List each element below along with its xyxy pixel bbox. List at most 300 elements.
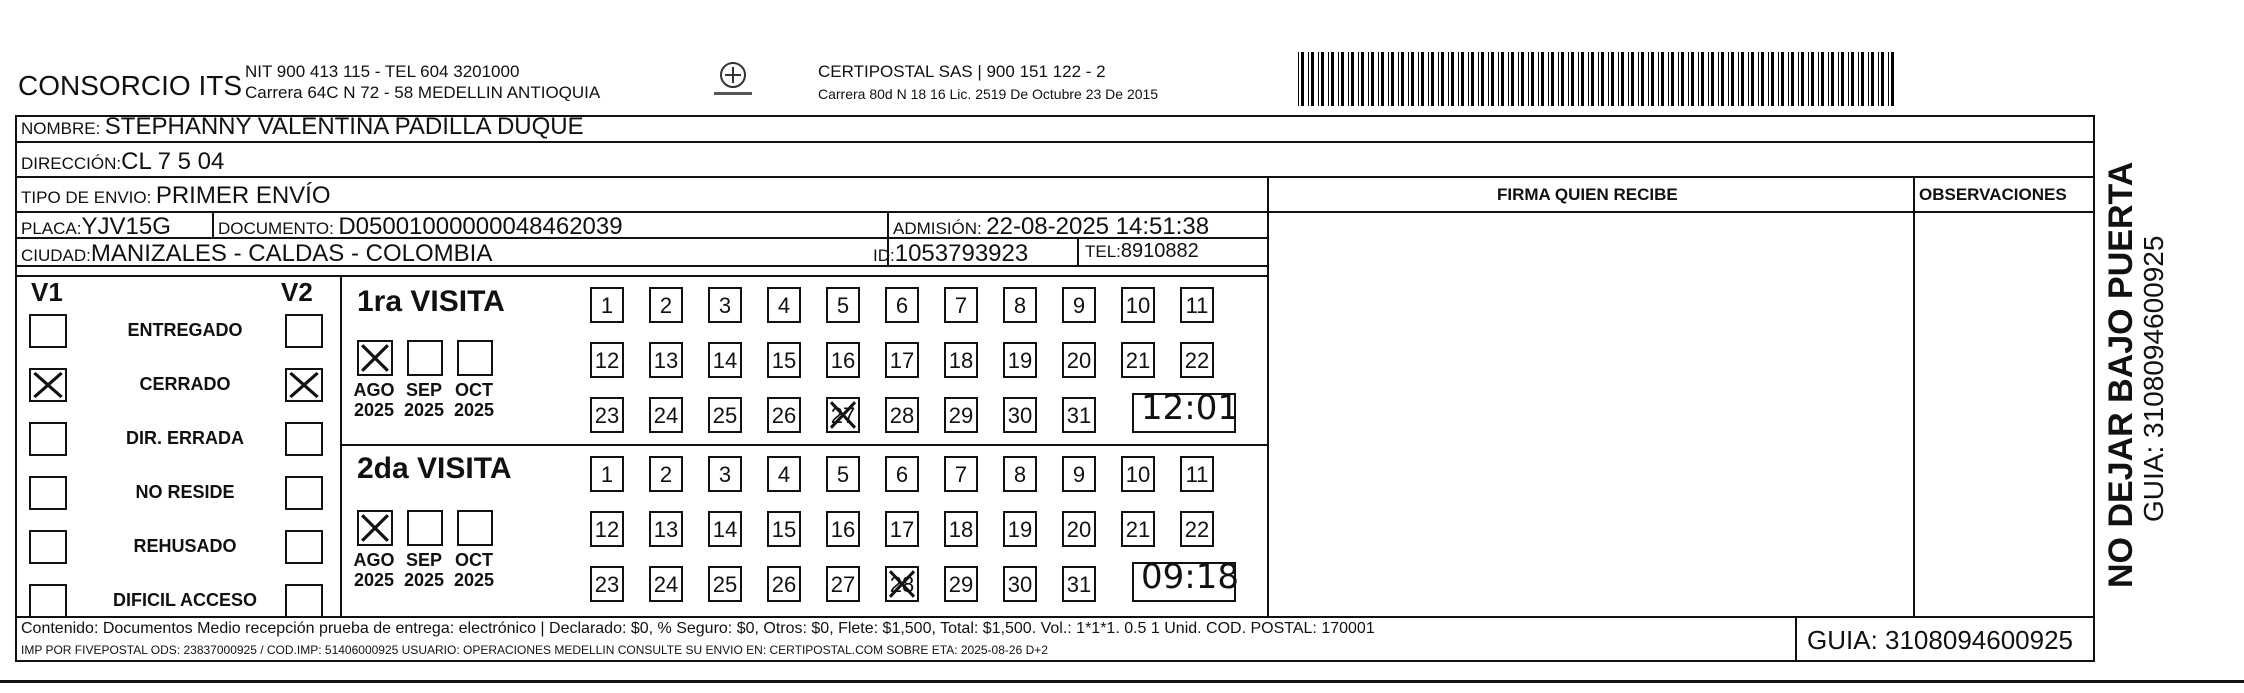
- barcode-bar: [1738, 52, 1739, 106]
- first-visit-day[interactable]: [885, 287, 919, 323]
- nombre-label: NOMBRE:: [21, 119, 101, 138]
- day-number: 3: [718, 293, 732, 318]
- company-address: Carrera 64C N 72 - 58 MEDELLIN ANTIOQUIA: [245, 83, 601, 102]
- day-number: 17: [889, 517, 915, 542]
- barcode-bar: [1371, 52, 1374, 106]
- day-number: 4: [777, 293, 791, 318]
- first-visit-month-label: [449, 380, 499, 420]
- barcode-bar: [1591, 52, 1594, 106]
- month-name: SEP: [405, 550, 443, 570]
- second-visit-day[interactable]: [885, 566, 919, 602]
- first-visit-day[interactable]: [1062, 397, 1096, 433]
- day-number: 27: [830, 572, 856, 597]
- v1-checkbox[interactable]: [29, 368, 67, 402]
- first-visit-day[interactable]: [649, 287, 683, 323]
- first-visit-day[interactable]: [885, 342, 919, 378]
- barcode-bar: [1308, 52, 1309, 106]
- day-number: 6: [895, 293, 909, 318]
- barcode-bar: [1601, 52, 1604, 106]
- barcode-bar: [1391, 52, 1394, 106]
- second-visit-day[interactable]: [1180, 511, 1214, 547]
- barcode: [1298, 52, 1896, 106]
- barcode-bar: [1398, 52, 1399, 106]
- barcode-bar: [1298, 52, 1299, 106]
- barcode-bar: [1468, 52, 1469, 106]
- barcode-bar: [1688, 52, 1689, 106]
- first-time: 12:01: [1141, 388, 1239, 428]
- month-year: 2025: [353, 400, 395, 420]
- barcode-bar: [1791, 52, 1794, 106]
- second-visit-day[interactable]: [1121, 456, 1155, 492]
- first-visit-day[interactable]: [1003, 397, 1037, 433]
- v2-checkbox[interactable]: [285, 530, 323, 564]
- first-visit-month-checkbox[interactable]: [407, 340, 443, 376]
- barcode-bar: [1428, 52, 1429, 106]
- barcode-bar: [1408, 52, 1409, 106]
- first-visit-day[interactable]: [590, 287, 624, 323]
- status-option-label: ENTREGADO: [127, 320, 243, 340]
- v1-checkbox[interactable]: [29, 422, 67, 456]
- day-number: 24: [653, 403, 679, 428]
- barcode-bar: [1321, 52, 1324, 106]
- second-visit-day[interactable]: [649, 566, 683, 602]
- barcode-bar: [1888, 52, 1889, 106]
- day-number: 13: [653, 517, 679, 542]
- day-number: 15: [771, 517, 797, 542]
- barcode-bar: [1881, 52, 1884, 106]
- day-number: 5: [836, 462, 850, 487]
- second-visit-day[interactable]: [885, 511, 919, 547]
- barcode-bar: [1778, 52, 1779, 106]
- day-number: 17: [889, 348, 915, 373]
- first-visit-day[interactable]: [944, 397, 978, 433]
- v1-checkbox[interactable]: [29, 530, 67, 564]
- month-year: 2025: [453, 400, 495, 420]
- second-visit-month-label: [399, 550, 449, 590]
- barcode-bar: [1331, 52, 1334, 106]
- day-number: 21: [1125, 348, 1151, 373]
- barcode-bar: [1568, 52, 1569, 106]
- second-visit-day[interactable]: [1003, 566, 1037, 602]
- barcode-bar: [1891, 52, 1894, 106]
- barcode-bar: [1821, 52, 1824, 106]
- day-number: 11: [1185, 293, 1209, 318]
- barcode-bar: [1878, 52, 1879, 106]
- day-number: 6: [895, 462, 909, 487]
- first-visit-day[interactable]: [885, 397, 919, 433]
- barcode-bar: [1608, 52, 1609, 106]
- day-number: 30: [1007, 572, 1033, 597]
- barcode-bar: [1651, 52, 1654, 106]
- status-option-label: CERRADO: [139, 374, 231, 394]
- barcode-bar: [1581, 52, 1584, 106]
- barcode-bar: [1828, 52, 1829, 106]
- day-number: 12: [594, 517, 620, 542]
- first-visit-day[interactable]: [708, 287, 742, 323]
- status-option-label: DIFICIL ACCESO: [112, 590, 257, 610]
- v2-checkbox[interactable]: [285, 476, 323, 510]
- second-visit-day[interactable]: [826, 456, 860, 492]
- second-visit-title: 2da VISITA: [357, 452, 512, 485]
- barcode-bar: [1578, 52, 1579, 106]
- day-number: 5: [836, 293, 850, 318]
- second-visit-day[interactable]: [649, 511, 683, 547]
- barcode-bar: [1511, 52, 1514, 106]
- first-visit-day[interactable]: [1003, 342, 1037, 378]
- barcode-bar: [1858, 52, 1859, 106]
- first-visit-day[interactable]: [1121, 287, 1155, 323]
- day-number: 16: [830, 348, 856, 373]
- courier-name: CERTIPOSTAL SAS | 900 151 122 - 2: [818, 62, 1106, 81]
- day-number: 25: [712, 403, 738, 428]
- day-number: 9: [1072, 462, 1086, 487]
- side-warning: NO DEJAR BAJO PUERTA: [2102, 161, 2140, 588]
- second-visit-day[interactable]: [1003, 456, 1037, 492]
- barcode-bar: [1318, 52, 1319, 106]
- day-number: 7: [954, 293, 968, 318]
- status-option-label: DIR. ERRADA: [125, 428, 244, 448]
- barcode-bar: [1698, 52, 1699, 106]
- barcode-bar: [1841, 52, 1844, 106]
- barcode-bar: [1471, 52, 1474, 106]
- direccion-label: DIRECCIÓN:: [21, 154, 122, 173]
- day-number: 14: [712, 517, 738, 542]
- barcode-bar: [1808, 52, 1809, 106]
- first-visit-day[interactable]: [708, 342, 742, 378]
- month-year: 2025: [353, 570, 395, 590]
- day-number: 2: [659, 293, 673, 318]
- barcode-bar: [1451, 52, 1454, 106]
- barcode-bar: [1871, 52, 1874, 106]
- ciudad-value: MANIZALES - CALDAS - COLOMBIA: [90, 240, 493, 267]
- day-number: 29: [948, 403, 974, 428]
- barcode-bar: [1348, 52, 1349, 106]
- second-visit-month-checkbox[interactable]: [407, 510, 443, 546]
- second-visit-day[interactable]: [1062, 566, 1096, 602]
- barcode-bar: [1368, 52, 1369, 106]
- barcode-bar: [1461, 52, 1464, 106]
- barcode-bar: [1848, 52, 1849, 106]
- tel-label: TEL:: [1085, 242, 1121, 261]
- day-number: 1: [600, 462, 614, 487]
- second-visit-day[interactable]: [1180, 456, 1214, 492]
- barcode-bar: [1508, 52, 1509, 106]
- barcode-bar: [1381, 52, 1384, 106]
- month-name: OCT: [455, 380, 493, 400]
- second-visit-day[interactable]: [708, 456, 742, 492]
- day-number: 16: [830, 517, 856, 542]
- barcode-bar: [1708, 52, 1709, 106]
- first-visit-month-checkbox[interactable]: [357, 340, 393, 376]
- barcode-bar: [1818, 52, 1819, 106]
- barcode-bar: [1771, 52, 1774, 106]
- barcode-bar: [1631, 52, 1634, 106]
- tipo-envio-value: PRIMER ENVÍO: [155, 182, 331, 209]
- day-number: 2: [659, 462, 673, 487]
- barcode-bar: [1311, 52, 1314, 106]
- first-visit-month-label: [399, 380, 449, 420]
- month-name: AGO: [353, 380, 395, 400]
- v2-checkbox[interactable]: [285, 368, 323, 402]
- barcode-bar: [1768, 52, 1769, 106]
- day-number: 27: [830, 403, 856, 428]
- day-number: 1: [600, 293, 614, 318]
- day-number: 29: [948, 572, 974, 597]
- first-visit-day[interactable]: [1003, 287, 1037, 323]
- day-number: 20: [1066, 517, 1092, 542]
- second-visit-day[interactable]: [767, 456, 801, 492]
- company-name: CONSORCIO ITS: [18, 70, 243, 101]
- nombre-value: STEPHANNY VALENTINA PADILLA DUQUE: [104, 113, 584, 140]
- day-number: 12: [594, 348, 620, 373]
- day-number: 18: [948, 348, 974, 373]
- barcode-bar: [1341, 52, 1344, 106]
- second-visit-day[interactable]: [944, 456, 978, 492]
- day-number: 10: [1125, 462, 1151, 487]
- v2-checkbox[interactable]: [285, 422, 323, 456]
- barcode-bar: [1561, 52, 1564, 106]
- month-name: AGO: [353, 550, 395, 570]
- barcode-bar: [1588, 52, 1589, 106]
- barcode-bar: [1618, 52, 1619, 106]
- first-visit-day[interactable]: [1062, 342, 1096, 378]
- day-number: 24: [653, 572, 679, 597]
- v1-checkbox[interactable]: [29, 584, 67, 618]
- barcode-bar: [1691, 52, 1694, 106]
- barcode-bar: [1548, 52, 1549, 106]
- barcode-bar: [1538, 52, 1539, 106]
- direccion-value: CL 7 5 04: [121, 148, 225, 175]
- barcode-bar: [1621, 52, 1624, 106]
- day-number: 7: [954, 462, 968, 487]
- barcode-bar: [1571, 52, 1574, 106]
- barcode-bar: [1711, 52, 1714, 106]
- v2-checkbox[interactable]: [285, 584, 323, 618]
- barcode-bar: [1641, 52, 1644, 106]
- month-name: SEP: [405, 380, 443, 400]
- first-visit-day[interactable]: [944, 342, 978, 378]
- first-visit-day[interactable]: [1121, 342, 1155, 378]
- barcode-bar: [1531, 52, 1534, 106]
- observaciones-label: OBSERVACIONES: [1919, 185, 2067, 204]
- first-visit-day[interactable]: [944, 287, 978, 323]
- admision-label: ADMISIÓN:: [893, 219, 982, 238]
- barcode-bar: [1788, 52, 1789, 106]
- barcode-bar: [1758, 52, 1759, 106]
- v1-checkbox[interactable]: [29, 476, 67, 510]
- day-number: 21: [1125, 517, 1151, 542]
- second-visit-day[interactable]: [767, 511, 801, 547]
- day-number: 28: [889, 572, 915, 597]
- barcode-bar: [1611, 52, 1614, 106]
- barcode-bar: [1438, 52, 1439, 106]
- day-number: 15: [771, 348, 797, 373]
- day-number: 23: [594, 403, 620, 428]
- courier-address: Carrera 80d N 18 16 Lic. 2519 De Octubre 23 De 2015: [818, 86, 1159, 102]
- second-visit-day[interactable]: [944, 511, 978, 547]
- barcode-bar: [1801, 52, 1804, 106]
- day-number: 8: [1013, 293, 1027, 318]
- first-visit-month-checkbox[interactable]: [457, 340, 493, 376]
- second-visit-day[interactable]: [1121, 511, 1155, 547]
- day-number: 30: [1007, 403, 1033, 428]
- barcode-bar: [1811, 52, 1814, 106]
- barcode-bar: [1598, 52, 1599, 106]
- second-visit-day[interactable]: [708, 511, 742, 547]
- barcode-bar: [1541, 52, 1544, 106]
- barcode-bar: [1638, 52, 1639, 106]
- barcode-bar: [1661, 52, 1664, 106]
- barcode-bar: [1421, 52, 1424, 106]
- barcode-bar: [1751, 52, 1754, 106]
- barcode-bar: [1441, 52, 1444, 106]
- id-value: 1053793923: [894, 240, 1029, 267]
- barcode-bar: [1301, 52, 1304, 106]
- day-number: 25: [712, 572, 738, 597]
- status-option-label: REHUSADO: [133, 536, 237, 556]
- barcode-bar: [1658, 52, 1659, 106]
- barcode-bar: [1478, 52, 1479, 106]
- barcode-bar: [1558, 52, 1559, 106]
- day-number: 19: [1007, 348, 1033, 373]
- form-frame: [15, 115, 2095, 662]
- barcode-bar: [1678, 52, 1679, 106]
- barcode-bar: [1838, 52, 1839, 106]
- second-visit-day[interactable]: [826, 566, 860, 602]
- first-visit-day[interactable]: [590, 342, 624, 378]
- day-number: 8: [1013, 462, 1027, 487]
- second-visit-month-label: [449, 550, 499, 590]
- day-number: 31: [1066, 403, 1092, 428]
- first-visit-day[interactable]: [826, 342, 860, 378]
- barcode-bar: [1761, 52, 1764, 106]
- barcode-bar: [1328, 52, 1329, 106]
- placa-value: YJV15G: [81, 213, 171, 240]
- footer-guia: GUIA: 3108094600925: [1807, 625, 2073, 655]
- barcode-bar: [1721, 52, 1724, 106]
- barcode-bar: [1851, 52, 1854, 106]
- day-number: 26: [771, 572, 797, 597]
- second-visit-day[interactable]: [1003, 511, 1037, 547]
- day-number: 31: [1066, 572, 1092, 597]
- v2-header: V2: [281, 277, 313, 307]
- barcode-bar: [1671, 52, 1674, 106]
- day-number: 23: [594, 572, 620, 597]
- barcode-bar: [1481, 52, 1484, 106]
- id-label: ID:: [873, 246, 895, 265]
- first-visit-day[interactable]: [826, 287, 860, 323]
- month-year: 2025: [453, 570, 495, 590]
- second-visit-day[interactable]: [590, 566, 624, 602]
- day-number: 3: [718, 462, 732, 487]
- first-visit-day[interactable]: [1180, 287, 1214, 323]
- month-name: OCT: [455, 550, 493, 570]
- admision-value: 22-08-2025 14:51:38: [986, 213, 1210, 240]
- courier-logo-icon: [710, 60, 756, 100]
- barcode-bar: [1501, 52, 1504, 106]
- barcode-bar: [1528, 52, 1529, 106]
- firma-label: FIRMA QUIEN RECIBE: [1497, 185, 1678, 204]
- second-visit-day[interactable]: [590, 456, 624, 492]
- day-number: 22: [1184, 348, 1210, 373]
- documento-label: DOCUMENTO:: [218, 219, 334, 238]
- bottom-rule: [0, 680, 2244, 683]
- first-visit-day[interactable]: [1180, 342, 1214, 378]
- day-number: 19: [1007, 517, 1033, 542]
- first-visit-day[interactable]: [590, 397, 624, 433]
- first-visit-day[interactable]: [767, 397, 801, 433]
- barcode-bar: [1731, 52, 1734, 106]
- day-number: 26: [771, 403, 797, 428]
- first-visit-day[interactable]: [708, 397, 742, 433]
- second-visit-day[interactable]: [1062, 511, 1096, 547]
- day-number: 10: [1125, 293, 1151, 318]
- barcode-bar: [1498, 52, 1499, 106]
- barcode-bar: [1361, 52, 1364, 106]
- second-visit-day[interactable]: [826, 511, 860, 547]
- second-visit-day[interactable]: [944, 566, 978, 602]
- barcode-bar: [1748, 52, 1749, 106]
- barcode-bar: [1418, 52, 1419, 106]
- first-visit-day[interactable]: [767, 342, 801, 378]
- tel-value: 8910882: [1120, 240, 1199, 262]
- footer-content: Contenido: Documentos Medio recepción prueba de entrega: electrónico | Declarado: $0, % Seguro: $0, Otros: $0, Flete: $1,500, Total: $1,500. Vol.: 1*1*1. 0.5 1 Unid. COD. POSTAL: 170001: [21, 620, 1375, 637]
- v1-header: V1: [31, 277, 63, 307]
- barcode-bar: [1448, 52, 1449, 106]
- day-number: 11: [1185, 462, 1209, 487]
- second-visit-day[interactable]: [649, 456, 683, 492]
- v1-checkbox[interactable]: [29, 314, 67, 348]
- second-visit-day[interactable]: [885, 456, 919, 492]
- barcode-bar: [1518, 52, 1519, 106]
- barcode-bar: [1491, 52, 1494, 106]
- barcode-bar: [1351, 52, 1354, 106]
- barcode-bar: [1338, 52, 1339, 106]
- barcode-bar: [1358, 52, 1359, 106]
- second-visit-day[interactable]: [708, 566, 742, 602]
- day-number: 13: [653, 348, 679, 373]
- barcode-bar: [1378, 52, 1379, 106]
- barcode-bar: [1798, 52, 1799, 106]
- first-visit-day[interactable]: [826, 397, 860, 433]
- first-visit-day[interactable]: [767, 287, 801, 323]
- barcode-bar: [1648, 52, 1649, 106]
- barcode-bar: [1388, 52, 1389, 106]
- day-number: 20: [1066, 348, 1092, 373]
- second-visit-day[interactable]: [1062, 456, 1096, 492]
- month-year: 2025: [403, 570, 445, 590]
- footer-imp: IMP POR FIVEPOSTAL ODS: 23837000925 / COD.IMP: 51406000925 USUARIO: OPERACIONES MEDELLIN CONSULTE SU ENVIO EN: CERTIPOSTAL.COM SOBRE ETA: 2025-08-26 D+2: [21, 643, 1048, 657]
- second-visit-month-checkbox[interactable]: [357, 510, 393, 546]
- barcode-bar: [1521, 52, 1524, 106]
- barcode-bar: [1701, 52, 1704, 106]
- tipo-envio-label: TIPO DE ENVIO:: [21, 188, 152, 207]
- second-visit-day[interactable]: [590, 511, 624, 547]
- day-number: 14: [712, 348, 738, 373]
- second-visit-day[interactable]: [767, 566, 801, 602]
- first-visit-day[interactable]: [649, 342, 683, 378]
- first-visit-day[interactable]: [1062, 287, 1096, 323]
- ciudad-label: CIUDAD:: [21, 246, 91, 265]
- barcode-bar: [1411, 52, 1414, 106]
- second-visit-month-checkbox[interactable]: [457, 510, 493, 546]
- placa-label: PLACA:: [21, 219, 82, 238]
- barcode-bar: [1718, 52, 1719, 106]
- barcode-bar: [1831, 52, 1834, 106]
- v2-checkbox[interactable]: [285, 314, 323, 348]
- barcode-bar: [1681, 52, 1684, 106]
- first-visit-day[interactable]: [649, 397, 683, 433]
